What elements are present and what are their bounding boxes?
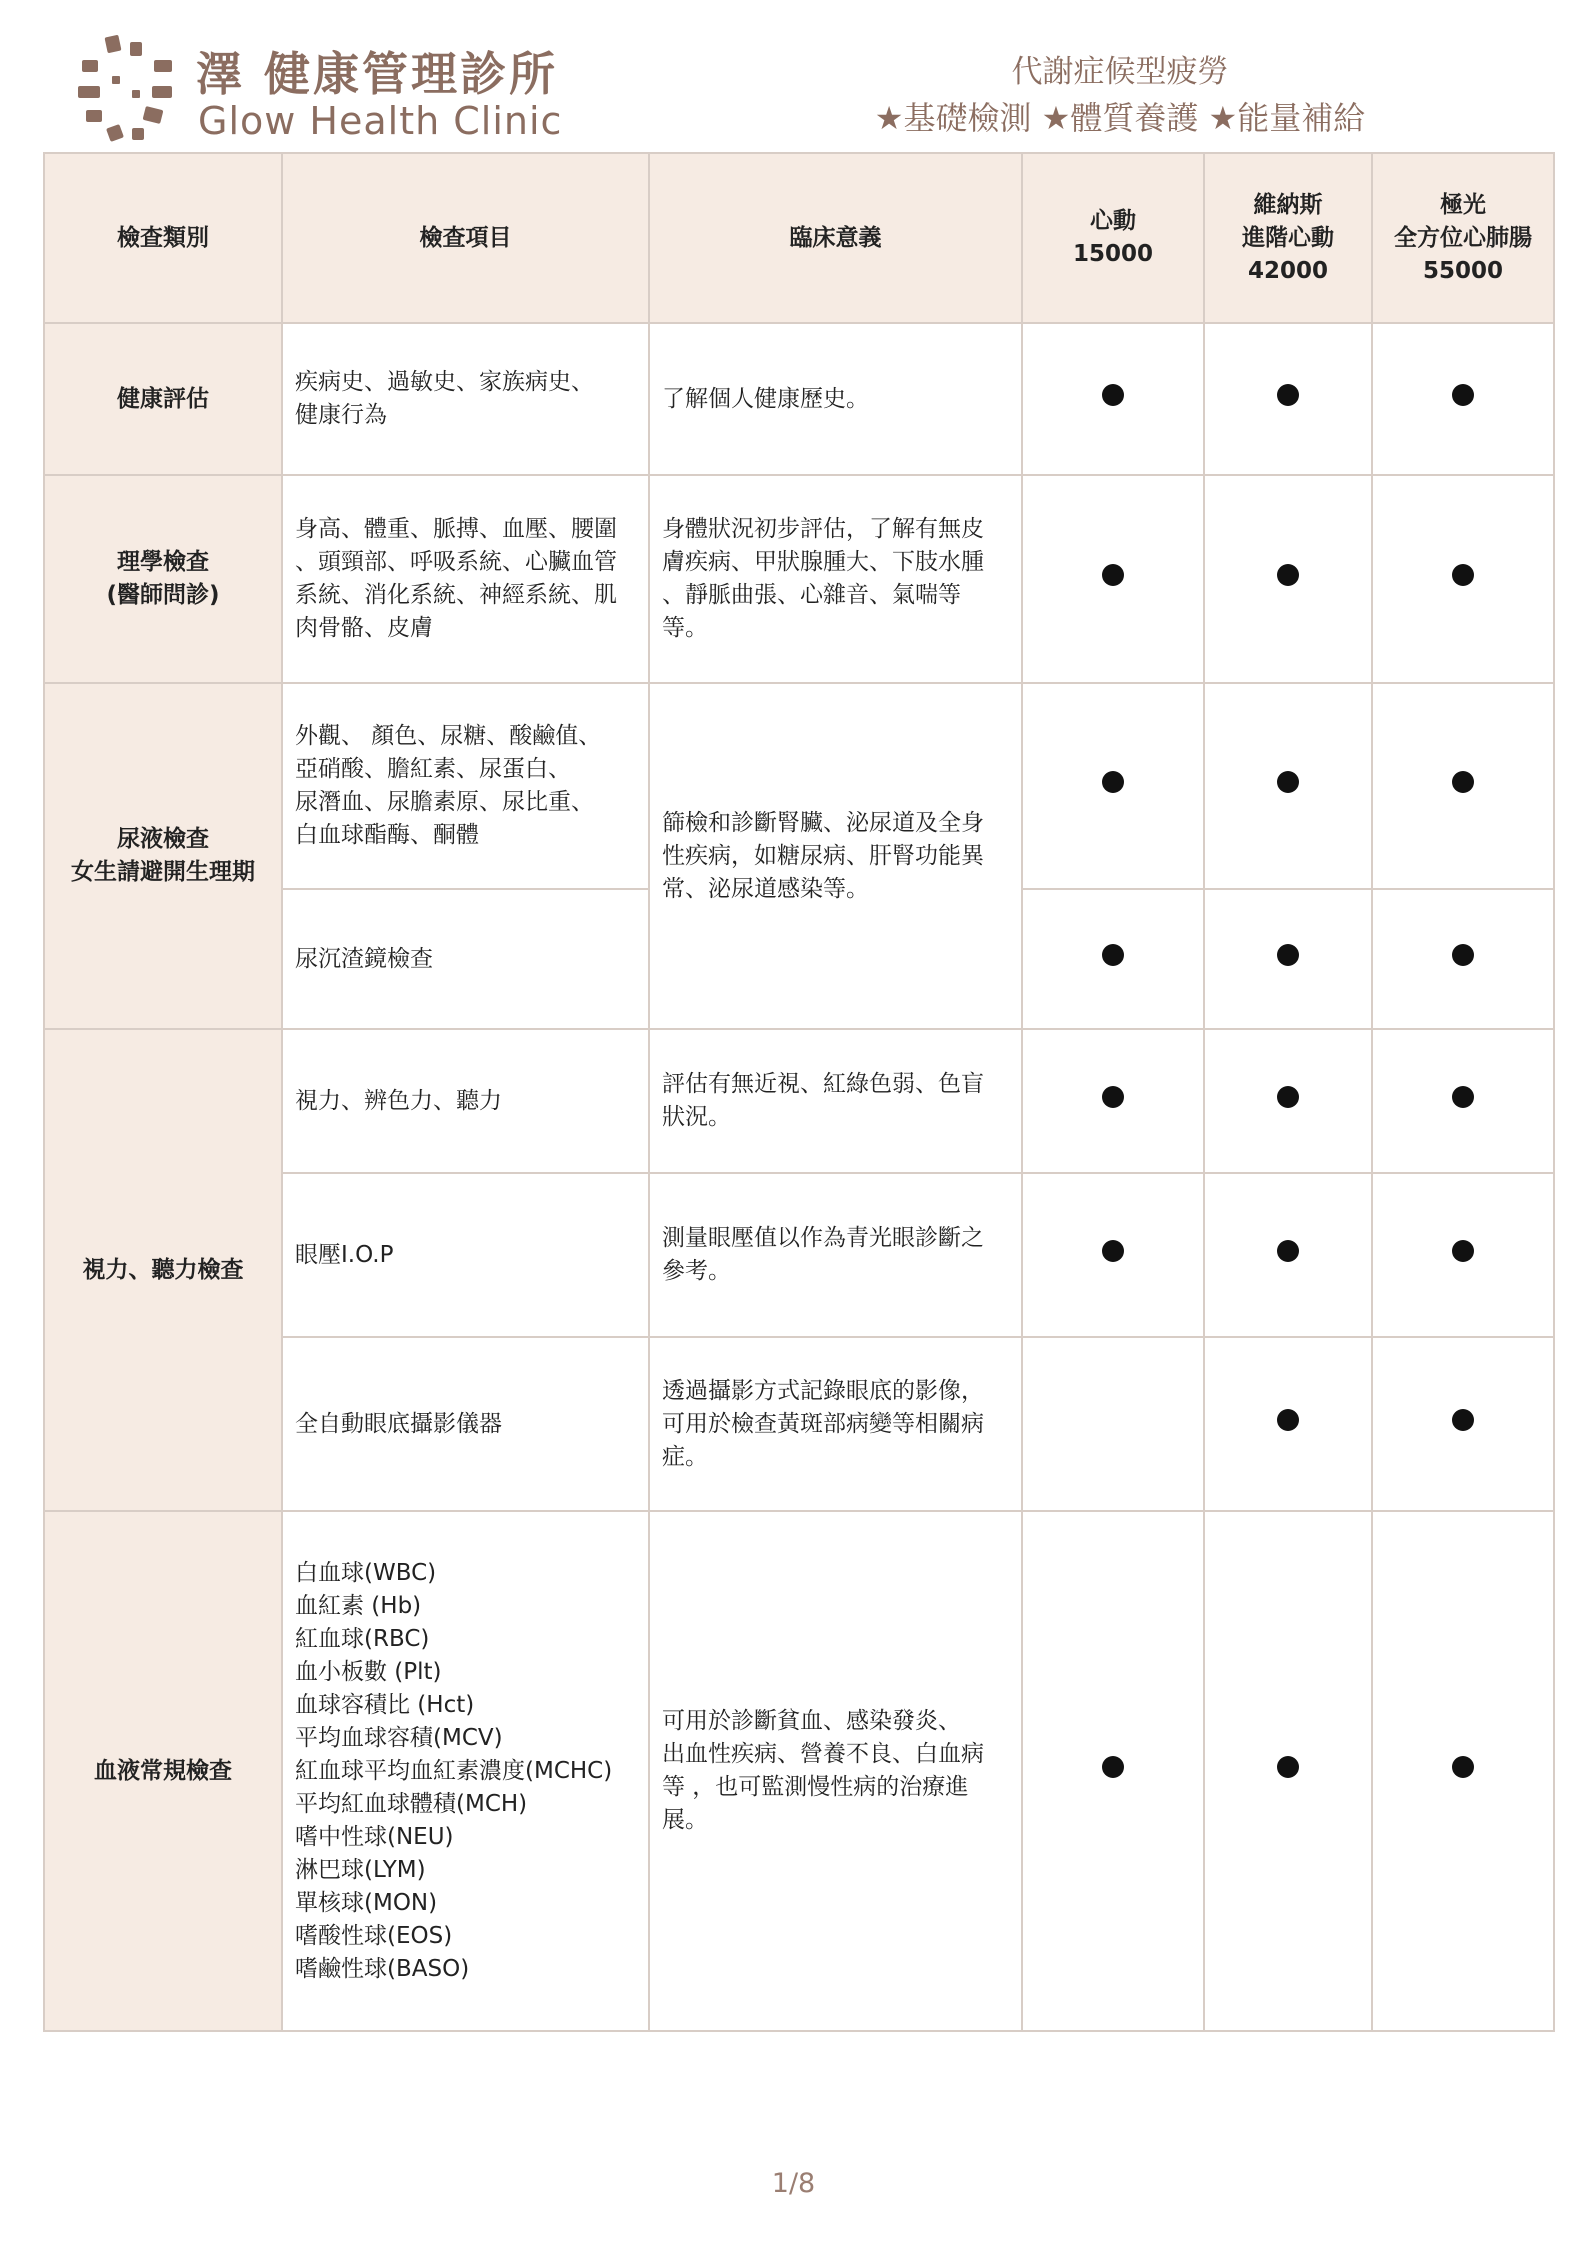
significance-cell: 了解個人健康歷史。 [649,323,1022,475]
category-cell: 視力、聽力檢查 [44,1029,282,1511]
included-dot-icon [1452,944,1474,966]
significance-cell: 篩檢和診斷腎臟、泌尿道及全身 性疾病，如糖尿病、肝腎功能異 常、泌尿道感染等。 [649,683,1022,1029]
included-dot-icon [1452,1240,1474,1262]
plan-price: 42000 [1247,257,1329,284]
table-row [44,1029,1554,1173]
table-header-row [44,153,1554,323]
plan-name: 極光 全方位心肺腸 [1394,191,1532,251]
included-dot-icon [1102,771,1124,793]
clinic-name-en: Glow Health Clinic [198,99,563,143]
item-cell: 疾病史、過敏史、家族病史、 健康行為 [282,323,649,475]
plan-cell [1204,683,1372,889]
included-dot-icon [1277,1409,1299,1431]
included-dot-icon [1102,564,1124,586]
header-category: 檢查類別 [44,153,282,323]
plan-cell [1372,1029,1554,1173]
significance-cell: 測量眼壓值以作為青光眼診斷之 參考。 [649,1173,1022,1337]
clinic-logo-icon [74,34,179,144]
category-cell: 尿液檢查 女生請避開生理期 [44,683,282,1029]
plan-price: 15000 [1072,241,1154,267]
included-dot-icon [1102,1240,1124,1262]
included-dot-icon [1452,564,1474,586]
table-row [44,1511,1554,2031]
header-item: 檢查項目 [282,153,649,323]
item-cell: 全自動眼底攝影儀器 [282,1337,649,1511]
plan-cell [1204,1337,1372,1511]
included-dot-icon [1452,1756,1474,1778]
significance-cell: 透過攝影方式記錄眼底的影像， 可用於檢查黃斑部病變等相關病 症。 [649,1337,1022,1511]
included-dot-icon [1277,1756,1299,1778]
header-plan-venus [1204,153,1372,323]
header-plan-heart [1022,153,1204,323]
item-cell: 身高、體重、脈搏、血壓、腰圍 、頭頸部、呼吸系統、心臟血管 系統、消化系統、神經系統、肌 肉骨骼、皮膚 [282,475,649,683]
item-cell: 尿沉渣鏡檢查 [282,889,649,1029]
table-row [44,683,1554,889]
significance-cell: 評估有無近視、紅綠色弱、色盲 狀況。 [649,1029,1022,1173]
plan-cell [1022,475,1204,683]
included-dot-icon [1452,771,1474,793]
table-row [44,323,1554,475]
included-dot-icon [1452,384,1474,406]
plan-price: 55000 [1422,257,1504,284]
plan-name: 心動 [1090,208,1136,234]
included-dot-icon [1277,384,1299,406]
included-dot-icon [1277,1086,1299,1108]
included-dot-icon [1277,1240,1299,1262]
item-cell: 外觀、 顏色、尿糖、酸鹼值、 亞硝酸、膽紅素、尿蛋白、 尿潛血、尿膽素原、尿比重、 白血球酯酶、酮體 [282,683,649,889]
included-dot-icon [1452,1086,1474,1108]
included-dot-icon [1102,384,1124,406]
plan-cell [1372,1511,1554,2031]
included-dot-icon [1102,1756,1124,1778]
plan-cell [1204,1511,1372,2031]
plan-cell [1022,1173,1204,1337]
plan-cell [1372,1173,1554,1337]
header-significance: 臨床意義 [649,153,1022,323]
plan-cell [1022,1337,1204,1511]
clinic-name-zh: 澤 健康管理診所 [196,47,559,101]
category-cell: 理學檢查 (醫師問診) [44,475,282,683]
significance-cell: 身體狀況初步評估，了解有無皮 膚疾病、甲狀腺腫大、下肢水腫 、靜脈曲張、心雜音、氣喘等 等。 [649,475,1022,683]
included-dot-icon [1452,1409,1474,1431]
header-plan-aurora [1372,153,1554,323]
plan-cell [1372,1337,1554,1511]
item-cell: 視力、辨色力、聽力 [282,1029,649,1173]
plan-cell [1022,323,1204,475]
exam-table [43,152,1555,2032]
included-dot-icon [1102,944,1124,966]
program-tags: ★基礎檢測 ★體質養護 ★能量補給 [874,99,1366,137]
category-cell: 健康評估 [44,323,282,475]
item-cell: 眼壓I.O.P [282,1173,649,1337]
plan-name: 維納斯 進階心動 [1242,191,1334,251]
significance-cell: 可用於診斷貧血、感染發炎、 出血性疾病、營養不良、白血病 等 ，也可監測慢性病的治療進 展。 [649,1511,1022,2031]
plan-cell [1204,1029,1372,1173]
category-cell: 血液常規檢查 [44,1511,282,2031]
included-dot-icon [1102,1086,1124,1108]
plan-cell [1022,1511,1204,2031]
plan-cell [1204,475,1372,683]
plan-cell [1204,323,1372,475]
page-number: 1/8 [771,2168,816,2199]
table-row [44,475,1554,683]
plan-cell [1372,323,1554,475]
plan-cell [1372,889,1554,1029]
included-dot-icon [1277,564,1299,586]
plan-cell [1022,683,1204,889]
plan-cell [1204,1173,1372,1337]
item-cell: 白血球(WBC) 血紅素 (Hb) 紅血球(RBC) 血小板數 (Plt) 血球容積比 (Hct) 平均血球容積(MCV) 紅血球平均血紅素濃度(MCHC) 平均紅血球體積(MCH) 嗜中性球(NEU) 淋巴球(LYM) 單核球(MON) 嗜酸性球(EOS) 嗜鹼性球(BASO) [282,1511,649,2031]
plan-cell [1204,889,1372,1029]
plan-cell [1372,475,1554,683]
included-dot-icon [1277,771,1299,793]
plan-cell [1022,889,1204,1029]
plan-cell [1372,683,1554,889]
program-title: 代謝症候型疲勞 [1011,54,1229,90]
plan-cell [1022,1029,1204,1173]
included-dot-icon [1277,944,1299,966]
